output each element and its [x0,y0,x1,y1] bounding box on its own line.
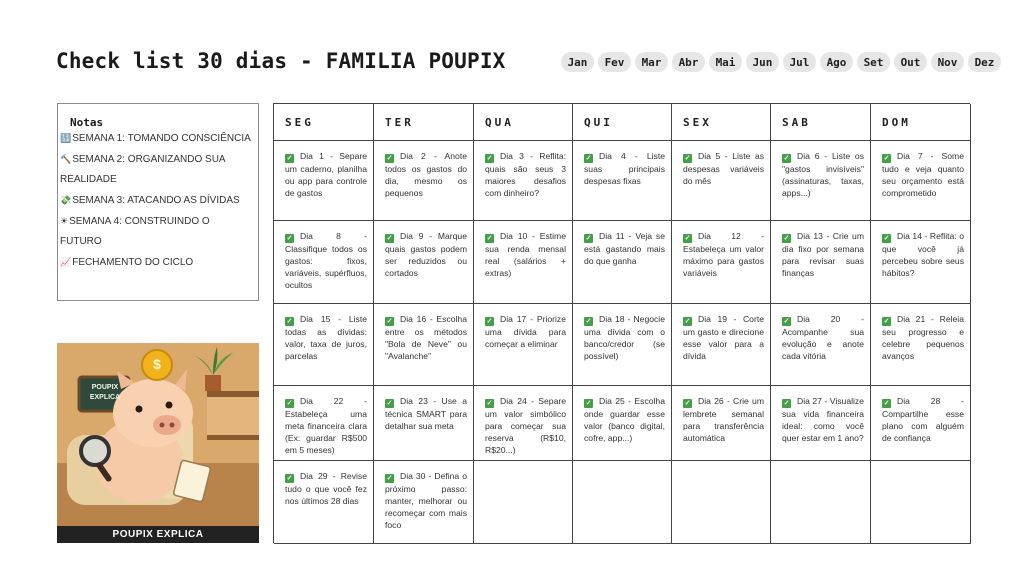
checkbox-checked-icon[interactable]: ✓ [286,235,293,242]
header-dom: DOM [871,104,971,141]
note-text: SEMANA 3: ATACANDO AS DÍVIDAS [72,195,240,206]
task-day-1[interactable] [274,141,374,221]
task-text: Dia 13 - Crie um dia fixo por semana para revisar suas finanças [782,231,864,278]
checkbox-checked-icon[interactable]: ✓ [486,235,493,242]
note-text: SEMANA 1: TOMANDO CONSCIÊNCIA [72,133,251,144]
task-text: Dia 23 - Use a técnica SMART para detalhar sua meta [385,396,467,431]
note-week-3 [60,190,254,211]
note-week-1 [60,128,254,149]
task-day-6[interactable] [771,141,871,221]
chart-up-icon: 📈 [60,257,72,267]
checkbox-checked-icon[interactable]: ✓ [585,400,592,407]
checkbox-checked-icon[interactable]: ✓ [386,155,393,162]
empty-cell [871,461,971,544]
month-dez[interactable]: Dez [968,52,1001,72]
task-day-22[interactable] [274,386,374,461]
checkbox-checked-icon[interactable]: ✓ [386,235,393,242]
task-text: Dia 9 - Marque quais gastos podem ser reduzidos ou cortados [385,231,467,278]
checkbox-checked-icon[interactable]: ✓ [883,155,890,162]
task-day-2[interactable] [374,141,474,221]
task-text: Dia 8 - Classifique todos os gastos: fixos, variáveis, supérfluos, ocultos [285,231,367,290]
task-text: Dia 28 - Compartilhe esse plano com alguém de confiança [882,396,964,443]
month-out[interactable]: Out [894,52,927,72]
checkbox-checked-icon[interactable]: ✓ [883,400,890,407]
notes-panel [57,103,259,301]
task-text: Dia 12 - Estabeleça um valor máximo para gastos variáveis [683,231,764,278]
note-week-4 [60,211,254,252]
month-jun[interactable]: Jun [746,52,779,72]
task-text: Dia 16 - Escolha entre os métodos "Bola de Neve" ou "Avalanche" [385,314,467,361]
task-text: Dia 6 - Liste os "gastos invisíveis" (assinaturas, taxas, apps...) [782,151,864,198]
task-text: Dia 3 - Reflita: quais são seus 3 maiores desafios com dinheiro? [485,151,566,198]
task-day-24[interactable] [474,386,573,461]
checkbox-checked-icon[interactable]: ✓ [486,155,493,162]
checkbox-checked-icon[interactable]: ✓ [883,235,890,242]
note-text: SEMANA 4: CONSTRUINDO O FUTURO [60,216,210,247]
coin-icon: $ [153,356,161,372]
checkbox-checked-icon[interactable]: ✓ [585,318,592,325]
task-text: Dia 17 - Priorize uma dívida para começar a eliminar [485,314,566,349]
task-text: Dia 15 - Liste todas as dívidas: valor, taxa de juros, parcelas [285,314,367,361]
task-day-28[interactable] [871,386,971,461]
task-day-27[interactable] [771,386,871,461]
sign-label: POUPIX EXPLICA [89,384,121,401]
checkbox-checked-icon[interactable]: ✓ [783,155,790,162]
task-day-30[interactable] [374,461,474,544]
checkbox-checked-icon[interactable]: ✓ [684,400,691,407]
checklist-calendar [273,103,970,543]
empty-cell [474,461,573,544]
month-jan[interactable]: Jan [561,52,594,72]
task-text: Dia 1 - Separe um caderno, planilha ou app para controle de gastos [285,151,367,198]
task-day-7[interactable] [871,141,971,221]
checkbox-checked-icon[interactable]: ✓ [386,318,393,325]
task-day-16[interactable] [374,304,474,386]
money-wings-icon: 💸 [60,195,72,205]
task-day-26[interactable] [672,386,771,461]
month-nov[interactable]: Nov [931,52,964,72]
note-closing [60,252,254,273]
notes-list [60,128,254,273]
note-week-2 [60,149,254,190]
empty-cell [771,461,871,544]
month-fev[interactable]: Fev [598,52,631,72]
task-text: Dia 24 - Separe um valor simbólico para começar sua reserva (R$10, R$20...) [485,396,566,455]
month-jul[interactable]: Jul [783,52,816,72]
task-day-11[interactable] [573,221,672,304]
task-day-23[interactable] [374,386,474,461]
task-text: Dia 22 - Estabeleça uma meta financeira clara (Ex: guardar R$500 em 5 meses) [285,396,367,455]
checkbox-checked-icon[interactable]: ✓ [783,235,790,242]
task-day-8[interactable] [274,221,374,304]
month-selector [561,52,1001,72]
header-qua: QUA [474,104,573,141]
task-day-12[interactable] [672,221,771,304]
checkbox-checked-icon[interactable]: ✓ [486,318,493,325]
tools-icon: 🔨 [60,154,72,164]
task-day-15[interactable] [274,304,374,386]
task-text: Dia 20 - Acompanhe sua evolução e anote cada vitória [782,314,864,361]
task-day-13[interactable] [771,221,871,304]
task-text: Dia 10 - Estime sua renda mensal real (salários + extras) [485,231,566,278]
task-text: Dia 18 - Negocie uma dívida com o banco/credor (se possível) [584,314,665,361]
checkbox-checked-icon[interactable]: ✓ [486,400,493,407]
checkbox-checked-icon[interactable]: ✓ [386,400,393,407]
checkbox-checked-icon[interactable]: ✓ [286,318,293,325]
checkbox-checked-icon[interactable]: ✓ [386,475,393,482]
empty-cell [573,461,672,544]
checkbox-checked-icon[interactable]: ✓ [684,155,691,162]
task-text: Dia 2 - Anote todos os gastos do dia, mesmo os pequenos [385,151,467,198]
checkbox-checked-icon[interactable]: ✓ [286,475,293,482]
note-text: FECHAMENTO DO CICLO [72,257,194,268]
task-text: Dia 30 - Defina o próximo passo: manter, melhorar ou recomeçar com mais foco [385,471,467,530]
task-text: Dia 25 - Escolha onde guardar esse valor (banco digital, cofre, app...) [584,396,665,443]
month-abr[interactable]: Abr [672,52,705,72]
task-text: Dia 29 - Revise tudo o que você fez nos últimos 28 dias [285,471,367,506]
checkbox-checked-icon[interactable]: ✓ [286,400,293,407]
task-text: Dia 14 - Reflita: o que você já percebeu sobre seus hábitos? [882,231,964,278]
checkbox-checked-icon[interactable]: ✓ [684,318,691,325]
task-text: Dia 27 - Visualize sua vida financeira ideal: como você quer estar em 1 ano? [782,396,864,443]
task-text: Dia 7 - Some tudo e veja quanto seu orçamento está comprometido [882,151,964,198]
notes-title: Notas [70,116,104,129]
checkbox-checked-icon[interactable]: ✓ [783,400,790,407]
note-text: SEMANA 2: ORGANIZANDO SUA REALIDADE [60,154,226,185]
month-ago[interactable]: Ago [820,52,853,72]
task-day-10[interactable] [474,221,573,304]
task-day-29[interactable] [274,461,374,544]
task-text: Dia 11 - Veja se está gastando mais do que ganha [584,231,665,266]
month-set[interactable]: Set [857,52,890,72]
task-day-4[interactable] [573,141,672,221]
task-text: Dia 5 - Liste as despesas variáveis do mês [683,151,764,186]
month-mar[interactable]: Mar [635,52,668,72]
month-mai[interactable]: Mai [709,52,742,72]
poupix-illustration [57,343,259,543]
checkbox-checked-icon[interactable]: ✓ [883,318,890,325]
task-text: Dia 4 - Liste suas principais despesas fixas [584,151,665,186]
checkbox-checked-icon[interactable]: ✓ [684,235,691,242]
task-day-21[interactable] [871,304,971,386]
illustration-caption: POUPIX EXPLICA [57,526,259,543]
page-title: Check list 30 dias - FAMILIA POUPIX [56,49,506,73]
task-day-17[interactable] [474,304,573,386]
task-day-9[interactable] [374,221,474,304]
header-qui: QUI [573,104,672,141]
header-ter: TER [374,104,474,141]
task-day-20[interactable] [771,304,871,386]
empty-cell [672,461,771,544]
checkbox-checked-icon[interactable]: ✓ [585,155,592,162]
task-day-14[interactable] [871,221,971,304]
task-day-5[interactable] [672,141,771,221]
sun-icon: ☀ [60,216,69,226]
task-day-25[interactable] [573,386,672,461]
task-day-3[interactable] [474,141,573,221]
task-day-18[interactable] [573,304,672,386]
task-day-19[interactable] [672,304,771,386]
task-text: Dia 26 - Crie um lembrete semanal para transferência automática [683,396,764,443]
checkbox-checked-icon[interactable]: ✓ [783,318,790,325]
checkbox-checked-icon[interactable]: ✓ [585,235,592,242]
header-sex: SEX [672,104,771,141]
header-seg: SEG [274,104,374,141]
header-sab: SAB [771,104,871,141]
task-text: Dia 21 - Releia seu progresso e celebre pequenos avanços [882,314,964,361]
checkbox-checked-icon[interactable]: ✓ [286,155,293,162]
task-text: Dia 19 - Corte um gasto e direcione esse valor para a dívida [683,314,764,361]
numbers-icon: 🔢 [60,133,72,143]
